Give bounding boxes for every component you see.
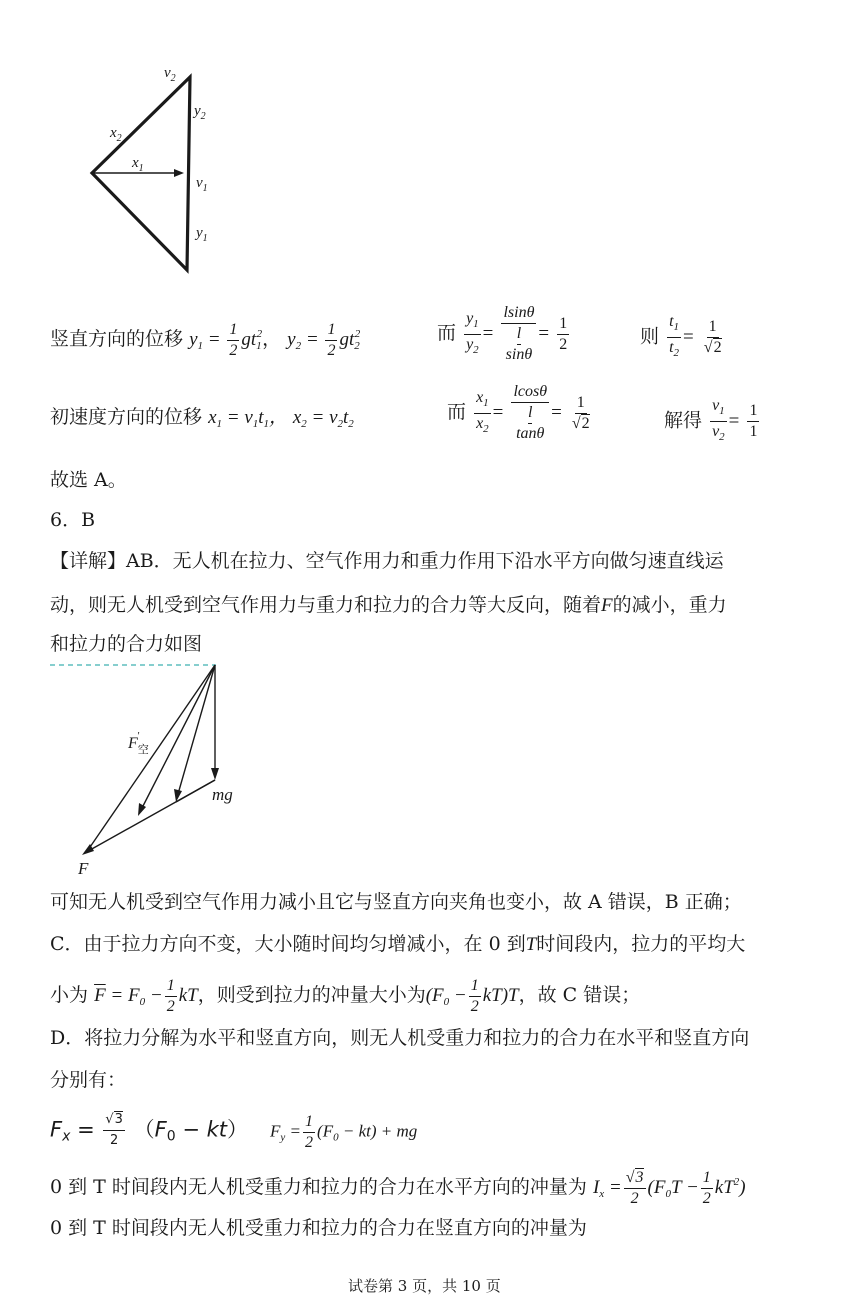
page-footer: 试卷第 3 页，共 10 页: [348, 1277, 501, 1295]
label-v1: $v_1$: [196, 175, 208, 194]
para-line-9: [50, 1168, 746, 1209]
para-line-2-tail: 的减小，重力: [612, 594, 727, 616]
para-line-5a: C．由于拉力方向不变，大小随时间均匀增减小，在 0 到: [50, 933, 526, 955]
var-F: F: [601, 595, 613, 616]
label-mg: mg: [212, 785, 233, 804]
label-y1: $y_1$: [196, 225, 208, 244]
vertical-label: 竖直方向的位移: [50, 327, 184, 350]
eq-y1: $y_1$ = $\frac{1}{2}$ $gt_1^2$: [189, 321, 263, 359]
force-diagram-figure: [50, 660, 250, 880]
label-x1: $x_1$: [132, 155, 144, 174]
mg-arrowhead: [211, 768, 219, 780]
eq-impulse-C: ($F_0$ − $\frac{1}{2}$ kT)T: [425, 977, 519, 1015]
para-line-6b: ，则受到拉力的冲量大小为: [197, 983, 426, 1006]
para-line-7: D．将拉力分解为水平和竖直方向，则无人机受重力和拉力的合力在水平和竖直方向: [50, 1027, 750, 1049]
eq-Fx: $F_x$ = $\frac{√3}{2}$ $(F_0 - kt)$: [50, 1112, 249, 1148]
para-line-8: 分别有：: [50, 1069, 127, 1091]
resultant-arrow-1: [88, 665, 215, 850]
eq-y2: $y_2$ = $\frac{1}{2}$ $gt_2^2$: [287, 321, 361, 359]
para-line-6c: ，故 C 错误；: [518, 983, 641, 1006]
para-line-5: [50, 932, 745, 957]
F-arrowhead: [82, 844, 94, 855]
q6-header: 6．B: [50, 509, 96, 531]
ratio-x-expression: 而 $\frac{x_1}{x_2}$ = lcosθ l tanθ = $\frac{1}{√2}$: [447, 383, 590, 442]
label-v2: $v_2$: [164, 65, 176, 84]
eq-Fy: $F_y$ = $\frac{1}{2}$ $(F_0 - kt)$ + mg: [270, 1113, 418, 1151]
para-line-2-text: 动，则无人机受到空气作用力与重力和拉力的合力等大反向，随着: [50, 594, 602, 616]
eq-mean-F: $\overline{F} = F_0$ − $\frac{1}{2}$ kT: [94, 977, 198, 1015]
para-line-6: [50, 976, 640, 1017]
horizontal-label: 初速度方向的位移: [50, 406, 203, 428]
jiede-label: 解得: [664, 409, 703, 432]
para-line-9-text: 0 到 T 时间段内无人机受重力和拉力的合力在水平方向的冲量为: [50, 1175, 587, 1198]
resultant-arrowhead-2: [138, 803, 146, 816]
para-line-6a: 小为: [50, 983, 89, 1006]
para-line-10: 0 到 T 时间段内无人机受重力和拉力的合力在竖直方向的冲量为: [50, 1217, 587, 1239]
eq-Ix: $I_x$ = $\frac{√3}{2}$ ($F_0T$ − $\frac{1}{2}$ $kT^2$): [592, 1169, 746, 1207]
var-T: T: [525, 934, 537, 955]
label-x2: $x_2$: [110, 125, 122, 144]
para-line-4: 可知无人机受到空气作用力减小且它与竖直方向夹角也变小，故 A 错误，B 正确；: [50, 891, 742, 913]
ze-label: 则: [640, 325, 660, 348]
vertical-displacement-line: 竖直方向的位移 $y_1$ = $\frac{1}{2}$ $gt_1^2$， $y_2$ = $\frac{1}{2}$ $gt_2^2$: [50, 321, 361, 359]
ratio-v-expression: 解得 $\frac{v_1}{v_2}$ = $\frac{1}{1}$: [664, 397, 758, 443]
horizontal-displacement-line: [50, 405, 354, 436]
label-Fkong: $F_空'$: [128, 730, 149, 756]
eq-x: $x_1 = v_1t_1$， $x_2 = v_2t_2$: [208, 407, 354, 430]
para-line-1: 【详解】AB．无人机在拉力、空气作用力和重力作用下沿水平方向做匀速直线运: [50, 550, 724, 572]
choose-a: 故选 A。: [50, 469, 127, 491]
er-label-1: 而: [437, 322, 457, 344]
label-F: F: [78, 859, 89, 878]
x1-arrowhead: [174, 169, 184, 177]
resultant-arrow-3: [178, 665, 215, 794]
para-line-5b: 时间段内，拉力的平均大: [536, 933, 746, 955]
para-line-3: 和拉力的合力如图: [50, 633, 203, 655]
para-line-2: [50, 593, 727, 618]
ratio-y-expression: 而 $\frac{y_1}{y_2}$ = lsinθ l sinθ = $\frac{1}{2}$: [437, 304, 568, 363]
er-label-2: 而: [447, 401, 467, 423]
ratio-t-expression: 则 $\frac{t_1}{t_2}$ = $\frac{1}{√2}$: [640, 313, 722, 359]
label-y2: $y_2$: [194, 103, 206, 122]
velocity-triangle-figure: [80, 55, 250, 280]
